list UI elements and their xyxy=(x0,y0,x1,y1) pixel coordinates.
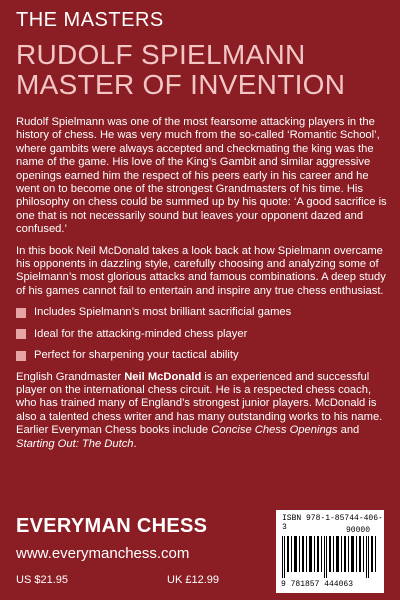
feature-text: Ideal for the attacking-minded chess player xyxy=(34,327,248,340)
book-reference: Concise Chess Openings xyxy=(211,424,338,437)
barcode-icon xyxy=(282,536,378,578)
feature-item xyxy=(16,328,388,341)
square-bullet-icon xyxy=(16,329,26,339)
feature-text: Perfect for sharpening your tactical ability xyxy=(34,349,239,362)
barcode-digits: 9 781857 444063 xyxy=(281,580,354,589)
author-bio xyxy=(16,371,388,451)
blurb-paragraph-1: Rudolf Spielmann was one of the most fearsome attacking players in the history of chess. He was very much from the so-called ‘Romantic School’, where gambits were always accepted and checkmating the king was the name of the game. His love of the King’s Gambit and similar aggressive openings earned him the respect of his peers early in his career and he went on to become one of the strongest Grandmasters of his time. His philosophy on chess could be summed up by his quote: ‘A good sacrifice is one that is not necessarily sound but leaves your opponent dazed and confused.’ xyxy=(16,116,387,236)
price-us: US $21.95 xyxy=(16,574,68,586)
blurb xyxy=(16,116,388,459)
isbn-text: ISBN 978-1-85744-406-3 xyxy=(282,514,383,532)
barcode-price-code: 90000 xyxy=(346,526,371,535)
author-name: Neil McDonald xyxy=(124,370,202,383)
square-bullet-icon xyxy=(16,308,26,318)
author-bio-text: and xyxy=(337,424,360,437)
feature-text: Includes Spielmann’s most brilliant sacrificial games xyxy=(34,306,292,319)
barcode-block xyxy=(276,510,384,593)
feature-item xyxy=(16,306,388,319)
author-bio-text: English Grandmaster xyxy=(16,370,125,383)
publisher-logo: EVERYMAN CHESS xyxy=(16,515,208,537)
author-bio-text: is an experienced and successful player on the international chess circuit. He is a respected chess coach, who has trained many of England’s strongest junior players. McDonald is also a talented chess writer and has many outstanding works to his name. Earlier Everyman Chess books include xyxy=(16,370,383,437)
square-bullet-icon xyxy=(16,351,26,361)
book-title-line1: RUDOLF SPIELMANN xyxy=(16,39,306,70)
feature-item xyxy=(16,349,388,362)
feature-list xyxy=(16,306,388,362)
blurb-paragraph-2: In this book Neil McDonald takes a look back at how Spielmann overcame his opponents in dazzling style, carefully choosing and analyzing some of Spielmann’s most glorious attacks and famous combinations. A deep study of his games cannot fail to entertain and inspire any true chess enthusiast. xyxy=(16,244,386,297)
price-uk: UK £12.99 xyxy=(167,574,219,586)
series-label: THE MASTERS xyxy=(16,9,164,31)
book-title xyxy=(16,40,345,100)
book-title-line2: MASTER OF INVENTION xyxy=(16,69,346,100)
book-reference: Starting Out: The Dutch xyxy=(16,437,134,450)
author-bio-text: . xyxy=(133,437,137,450)
publisher-website: www.everymanchess.com xyxy=(16,545,190,562)
